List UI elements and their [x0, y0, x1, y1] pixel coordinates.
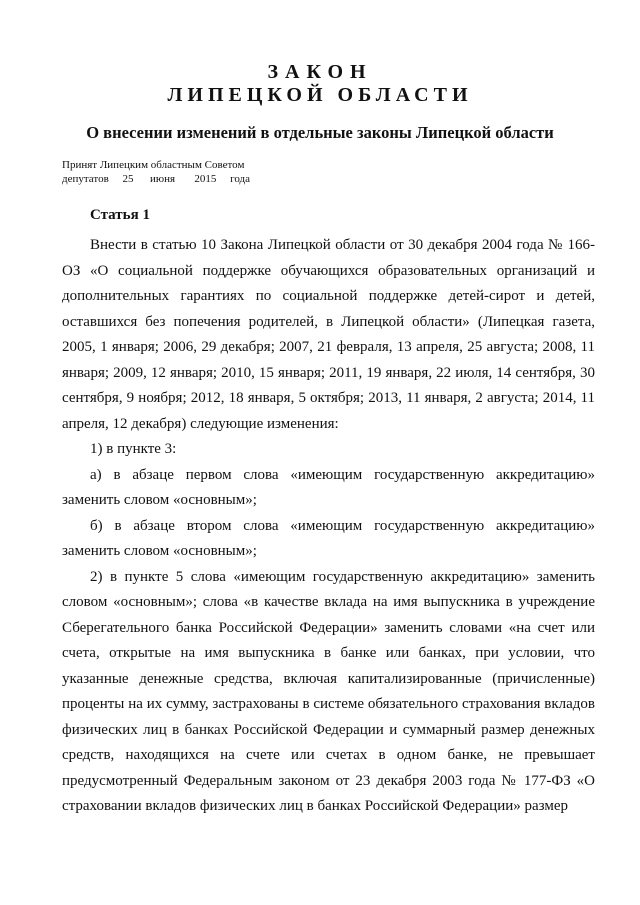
paragraph: Внести в статью 10 Закона Липецкой области от 30 декабря 2004 года № 166-ОЗ «О социальной поддержке обучающихся образовательных организаций и дополнительных гарантиях по социальной поддержке детей-сирот и детей, оставшихся без попечения родителей, в Липецкой области» (Липецкая газета, 2005, 1 января; 2006, 29 декабря; 2007, 21 февраля, 13 апреля, 25 августа; 2008, 11 января; 2009, 12 января; 2010, 15 января; 2011, 19 января, 22 июля, 14 сентября, 30 сентября, 9 ноября; 2012, 18 января, 5 октября; 2013, 11 января, 2 августа; 2014, 11 апреля, 12 декабря) следующие изменения:	[62, 237, 595, 432]
adoption-year-word: года	[230, 173, 250, 185]
adoption-line1: Принят Липецким областным Советом	[62, 159, 245, 171]
paragraph: б) в абзаце втором слова «имеющим государственную аккредитацию» заменить словом «основным»;	[62, 517, 595, 559]
law-title: ЗАКОН	[267, 61, 373, 83]
paragraph: 1) в пункте 3:	[90, 441, 177, 457]
law-subtitle: О внесении изменений в отдельные законы Липецкой области	[86, 123, 554, 142]
adoption-note	[62, 158, 250, 186]
adoption-year: 2015	[194, 173, 217, 185]
law-region: ЛИПЕЦКОЙ ОБЛАСТИ	[167, 84, 473, 106]
adoption-month: июня	[150, 173, 176, 185]
adoption-deputies: депутатов	[62, 173, 109, 185]
article-heading: Статья 1	[90, 207, 150, 223]
adoption-line2	[62, 172, 250, 186]
paragraph: а) в абзаце первом слова «имеющим государственную аккредитацию» заменить словом «основным»;	[62, 466, 595, 508]
paragraph: 2) в пункте 5 слова «имеющим государственную аккредитацию» заменить словом «основным»; слова «в качестве вклада на имя выпускника в учреждение Сберегательного банка Российской Федерации» заменить словами «на счет или счета, открытые на имя выпускника в банке или банках, при условии, что указанные денежные средства, включая капитализированные (причисленные) проценты на их сумму, застрахованы в системе обязательного страхования вкладов физических лиц в банках Российской Федерации и суммарный размер денежных средств, находящихся на счете или счетах в одном банке, не превышает предусмотренный Федеральным законом от 23 декабря 2003 года № 177-ФЗ «О страховании вкладов физических лиц в банках Российской Федерации» размер	[62, 568, 595, 814]
adoption-day: 25	[122, 173, 134, 185]
article-body	[62, 233, 595, 820]
